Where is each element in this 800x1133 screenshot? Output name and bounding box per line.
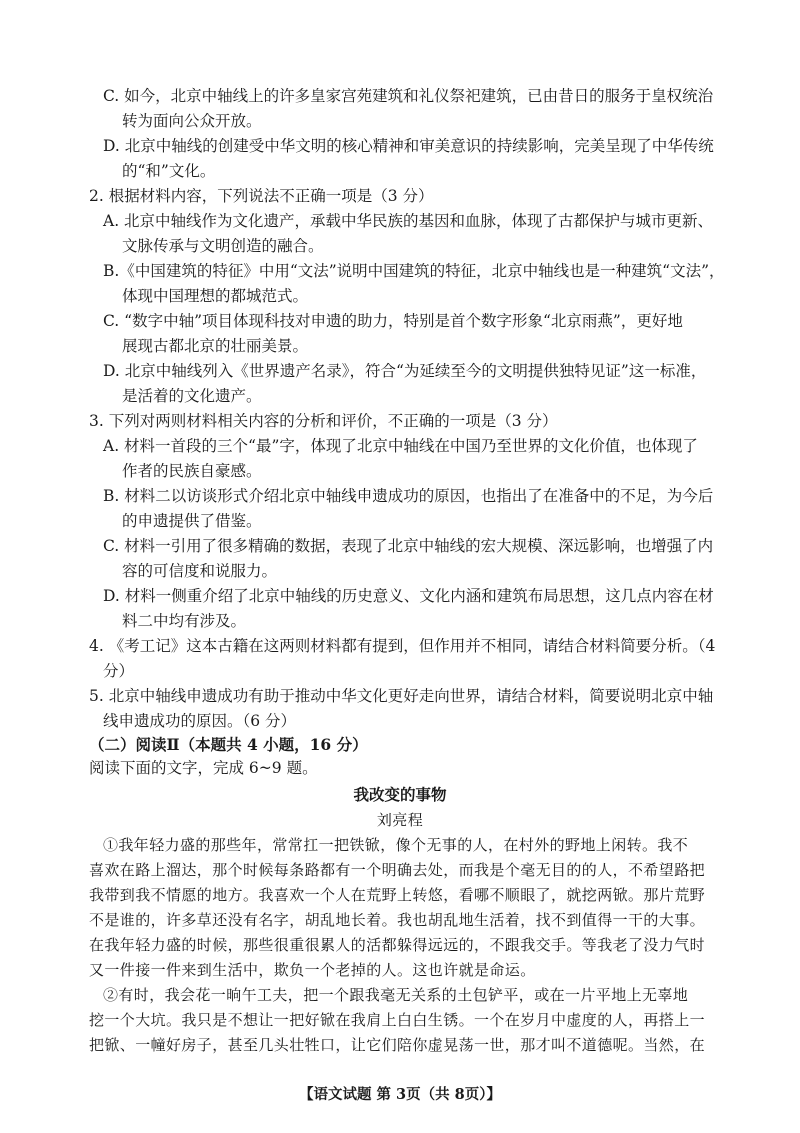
story-line: 把锨、一幢好房子，甚至几头壮牲口，让它们陪你虚晃荡一世，那才叫不道德呢。当然，在 [89, 1036, 706, 1054]
story-line: 又一件接一件来到生活中，欺负一个老掉的人。这也许就是命运。 [89, 961, 536, 979]
q2-option-b-line-1: B.《中国建筑的特征》中用“文法”说明中国建筑的特征，北京中轴线也是一种建筑“文法”， [103, 262, 725, 280]
q2-option-c-line-1: C. “数字中轴”项目体现科技对申遗的助力，特别是首个数字形象“北京雨燕”，更好地 [103, 312, 683, 330]
q2-option-b-line-2: 体现中国理想的都城范式。 [122, 287, 309, 305]
story-line: 挖一个大坑。我只是不想让一把好锨在我肩上白白生锈。一个在岁月中虚度的人，再搭上一 [89, 1011, 706, 1029]
story-line: ①我年轻力盛的那些年，常常扛一把铁锨，像个无事的人，在村外的野地上闲转。我不 [103, 836, 689, 854]
q3-option-b-line-2: 的申遗提供了借鉴。 [122, 512, 262, 530]
q2-option-d-line-2: 是活着的文化遗产。 [122, 387, 262, 405]
question-2: 2. 根据材料内容，下列说法不正确一项是（3 分） [89, 187, 434, 205]
page-footer: 【语文试题 第 3页（共 8页）】 [298, 1086, 502, 1103]
option-d-line-2: 的“和”文化。 [122, 162, 216, 180]
q2-option-c-line-2: 展现古都北京的壮丽美景。 [122, 337, 309, 355]
q2-option-a-line-1: A. 北京中轴线作为文化遗产，承载中华民族的基因和血脉，体现了古都保护与城市更新、 [103, 212, 714, 230]
q3-option-c-line-1: C. 材料一引用了很多精确的数据，表现了北京中轴线的宏大规模、深远影响，也增强了内 [103, 537, 714, 555]
story-line: 不是谁的，许多草还没有名字，胡乱地长着。我也胡乱地生活着，找不到值得一干的大事。 [89, 911, 706, 929]
question-3: 3. 下列对两则材料相关内容的分析和评价，不正确的一项是（3 分） [89, 412, 558, 430]
question-4-line-1: 4. 《考工记》这本古籍在这两则材料都有提到，但作用并不相同，请结合材料简要分析。（4 [89, 637, 716, 655]
question-4-line-2: 分） [103, 662, 135, 680]
q3-option-b-line-1: B. 材料二以访谈形式介绍北京中轴线申遗成功的原因，也指出了在准备中的不足，为今后 [103, 487, 714, 505]
q3-option-a-line-1: A. 材料一首段的三个“最”字，体现了北京中轴线在中国乃至世界的文化价值，也体现了 [103, 437, 698, 455]
story-line: 在我年轻力盛的时候，那些很重很累人的活都躲得远远的，不跟我交手。等我老了没力气时 [89, 936, 706, 954]
option-c-line-2: 转为面向公众开放。 [122, 112, 262, 130]
q3-option-c-line-2: 容的可信度和说服力。 [122, 562, 278, 580]
story-line: 我带到我不情愿的地方。我喜欢一个人在荒野上转悠，看哪不顺眼了，就挖两锨。那片荒野 [89, 886, 706, 904]
reading-instruction: 阅读下面的文字，完成 6~9 题。 [89, 759, 318, 777]
question-5-line-1: 5. 北京中轴线申遗成功有助于推动中华文化更好走向世界，请结合材料，简要说明北京中轴 [89, 687, 714, 705]
q3-option-d-line-2: 料二中均有涉及。 [122, 612, 247, 630]
q3-option-d-line-1: D. 材料一侧重介绍了北京中轴线的历史意义、文化内涵和建筑布局思想，这几点内容在材 [103, 587, 714, 605]
option-d-line-1: D. 北京中轴线的创建受中华文明的核心精神和审美意识的持续影响，完美呈现了中华传统 [103, 137, 714, 155]
q2-option-a-line-2: 文脉传承与文明创造的融合。 [122, 237, 324, 255]
q3-option-a-line-2: 作者的民族自豪感。 [122, 462, 262, 480]
story-line: 喜欢在路上溜达，那个时候每条路都有一个明确去处，而我是个毫无目的的人，不希望路把 [89, 861, 706, 879]
option-c-line-1: C. 如今，北京中轴线上的许多皇家宫苑建筑和礼仪祭祀建筑，已由昔日的服务于皇权统治 [103, 87, 714, 105]
section-heading: （二）阅读Ⅱ（本题共 4 小题，16 分） [89, 735, 368, 754]
q2-option-d-line-1: D. 北京中轴线列入《世界遗产名录》，符合“为延续至今的文明提供独特见证”这一标准， [103, 362, 707, 380]
question-5-line-2: 线申遗成功的原因。（6 分） [103, 712, 297, 730]
story-author: 刘亮程 [376, 811, 424, 829]
story-title: 我改变的事物 [353, 785, 447, 804]
story-line: ②有时，我会花一晌午工夫，把一个跟我毫无关系的土包铲平，或在一片平地上无辜地 [103, 986, 689, 1004]
